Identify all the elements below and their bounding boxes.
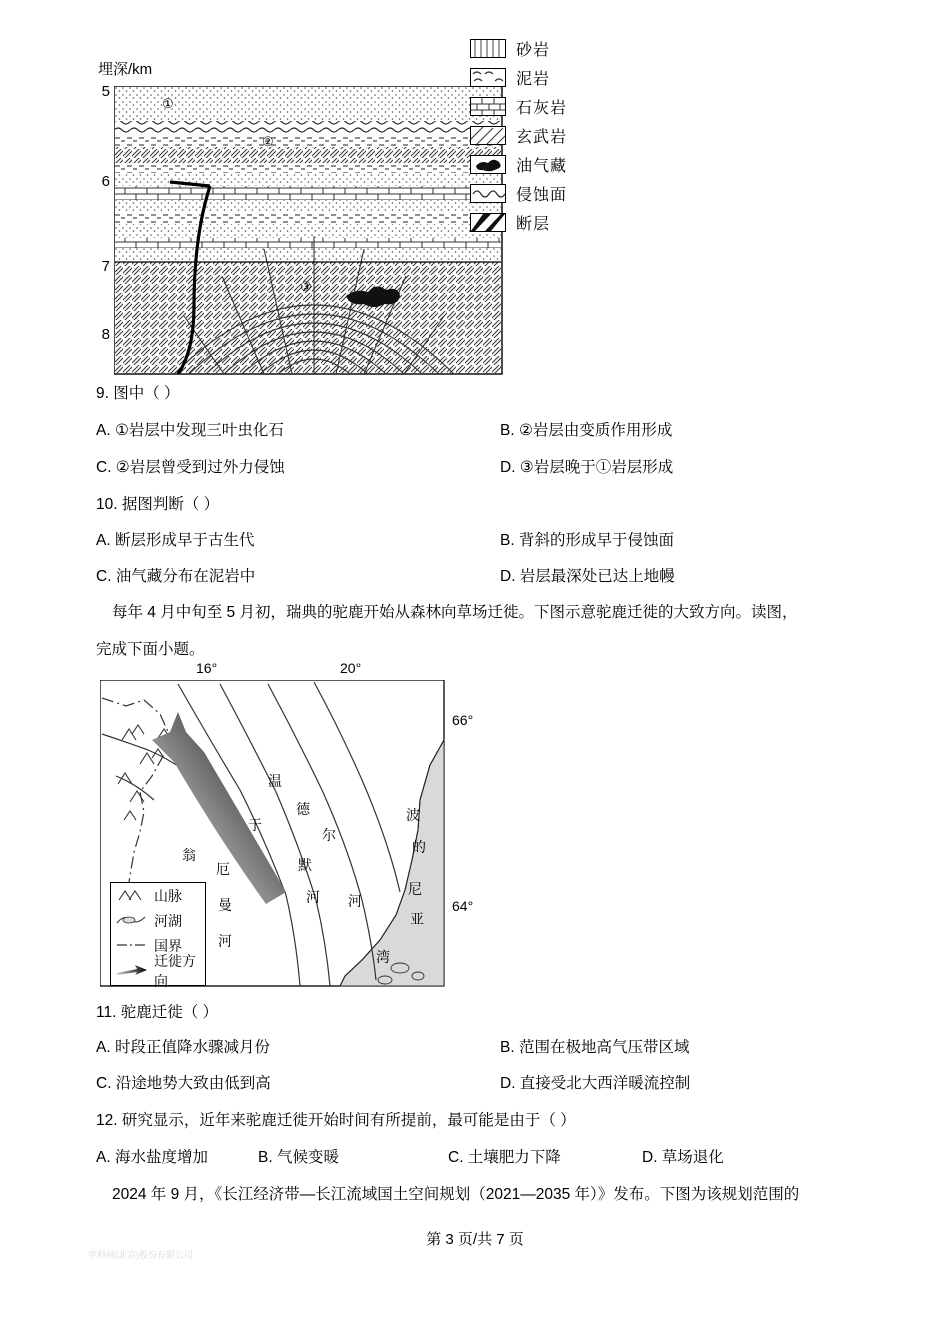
passage-2-line-1: 每年 4 月中旬至 5 月初，瑞典的驼鹿开始从森林向草场迁徙。下图示意驼鹿迁徙的大致方向。读图， xyxy=(112,604,798,621)
oil-gas-reservoir-icon xyxy=(470,155,506,174)
question-10-option-a[interactable]: A. 断层形成早于古生代 xyxy=(96,532,255,549)
question-12-option-b[interactable]: B. 气候变暖 xyxy=(258,1149,339,1166)
lat-label-66: 66° xyxy=(452,712,474,728)
question-10-stem: 10. 据图判断（ ） xyxy=(96,496,220,513)
legend-label-migration: 迁徙方向 xyxy=(154,952,196,989)
lon-label-16: 16° xyxy=(196,660,218,676)
question-9-option-a[interactable]: A. ①岩层中发现三叶虫化石 xyxy=(96,422,284,439)
legend-label-mountain: 山脉 xyxy=(154,887,182,904)
svg-text:河: 河 xyxy=(306,889,320,905)
mountain-range-icon xyxy=(115,886,149,906)
legend-label-limestone: 石灰岩 xyxy=(516,100,568,117)
svg-text:河: 河 xyxy=(348,893,362,909)
question-12-option-d[interactable]: D. 草场退化 xyxy=(642,1149,724,1166)
erosion-surface-icon xyxy=(470,184,506,203)
fig1-axis-label: 埋深/km xyxy=(98,61,153,78)
svg-text:②: ② xyxy=(262,134,274,149)
limestone-icon xyxy=(470,97,506,116)
question-11-option-d[interactable]: D. 直接受北大西洋暖流控制 xyxy=(500,1075,691,1092)
question-9-option-c[interactable]: C. ②岩层曾受到过外力侵蚀 xyxy=(96,459,285,476)
legend-label-oil-gas: 油气藏 xyxy=(516,158,568,175)
question-11-option-a[interactable]: A. 时段正值降水骤减月份 xyxy=(96,1039,270,1056)
basalt-icon xyxy=(470,126,506,145)
question-11-option-b[interactable]: B. 范围在极地高气压带区域 xyxy=(500,1039,690,1056)
legend-label-sandstone: 砂岩 xyxy=(516,42,551,59)
legend-row-basalt xyxy=(470,121,610,150)
mudstone-icon xyxy=(470,68,506,87)
svg-text:于: 于 xyxy=(248,817,262,833)
legend-row-fault xyxy=(470,208,610,237)
svg-text:尔: 尔 xyxy=(322,827,336,843)
svg-text:河: 河 xyxy=(218,933,232,949)
question-10-option-b[interactable]: B. 背斜的形成早于侵蚀面 xyxy=(500,532,674,549)
svg-text:尼: 尼 xyxy=(408,881,422,897)
svg-text:③: ③ xyxy=(300,279,312,294)
legend-row-migration xyxy=(111,952,205,989)
legend-row-erosion xyxy=(470,179,610,208)
legend-label-fault: 断层 xyxy=(516,216,551,233)
svg-text:的: 的 xyxy=(412,839,426,855)
question-9-option-b[interactable]: B. ②岩层由变质作用形成 xyxy=(500,422,673,439)
legend-row-oil-gas xyxy=(470,150,610,179)
sandstone-icon xyxy=(470,39,506,58)
watermark: 学科网(北京)股份有限公司 xyxy=(88,1250,193,1260)
legend-row-mudstone xyxy=(470,63,610,92)
passage-3-line-1: 2024 年 9 月，《长江经济带—长江流域国土空间规划（2021—2035 年）》发布。下图为该规划范围的 xyxy=(112,1186,800,1203)
fig2-legend xyxy=(110,882,206,989)
question-10-option-c[interactable]: C. 油气藏分布在泥岩中 xyxy=(96,568,256,585)
fig1-legend xyxy=(470,34,610,237)
svg-text:①: ① xyxy=(162,96,174,111)
passage-2-line-2: 完成下面小题。 xyxy=(96,641,205,658)
fig1-ytick-8: 8 xyxy=(101,326,110,343)
migration-direction-icon xyxy=(115,961,149,981)
question-12-option-c[interactable]: C. 土壤肥力下降 xyxy=(448,1149,561,1166)
legend-row-river-lake xyxy=(111,908,205,933)
svg-text:温: 温 xyxy=(268,773,282,789)
svg-text:厄: 厄 xyxy=(216,861,230,877)
fig1-svg xyxy=(114,86,504,376)
question-12-stem: 12. 研究显示，近年来驼鹿迁徙开始时间有所提前，最可能是由于（ ） xyxy=(96,1112,576,1129)
question-9-option-d[interactable]: D. ③岩层晚于①岩层形成 xyxy=(500,459,674,476)
fault-icon xyxy=(470,213,506,232)
page-footer: 第 3 页/共 7 页 xyxy=(426,1231,524,1248)
national-border-icon xyxy=(115,936,149,956)
question-10-option-d[interactable]: D. 岩层最深处已达上地幔 xyxy=(500,568,675,585)
legend-row-limestone xyxy=(470,92,610,121)
legend-row-mountain xyxy=(111,883,205,908)
legend-label-erosion: 侵蚀面 xyxy=(516,187,568,204)
legend-label-basalt: 玄武岩 xyxy=(516,129,568,146)
legend-label-mudstone: 泥岩 xyxy=(516,71,551,88)
svg-text:波: 波 xyxy=(406,807,420,823)
question-11-option-c[interactable]: C. 沿途地势大致由低到高 xyxy=(96,1075,271,1092)
lat-label-64: 64° xyxy=(452,898,474,914)
svg-text:湾: 湾 xyxy=(376,949,390,965)
svg-text:曼: 曼 xyxy=(218,897,232,913)
question-12-option-a[interactable]: A. 海水盐度增加 xyxy=(96,1149,208,1166)
svg-text:默: 默 xyxy=(298,857,312,873)
river-lake-icon xyxy=(115,911,149,931)
question-11-stem: 11. 驼鹿迁徙（ ） xyxy=(96,1004,219,1021)
legend-label-river-lake: 河湖 xyxy=(154,912,182,929)
sweden-moose-migration-map xyxy=(100,660,520,1000)
fig1-ytick-5: 5 xyxy=(101,83,110,100)
fig1-ytick-7: 7 xyxy=(101,258,110,275)
svg-text:翁: 翁 xyxy=(182,847,196,863)
legend-row-sandstone xyxy=(470,34,610,63)
lon-label-20: 20° xyxy=(340,660,362,676)
legend-label-border: 国界 xyxy=(154,937,182,954)
svg-text:德: 德 xyxy=(296,801,310,817)
question-9-stem: 9. 图中（ ） xyxy=(96,385,180,402)
svg-text:亚: 亚 xyxy=(410,911,424,927)
fig1-ytick-6: 6 xyxy=(101,173,110,190)
